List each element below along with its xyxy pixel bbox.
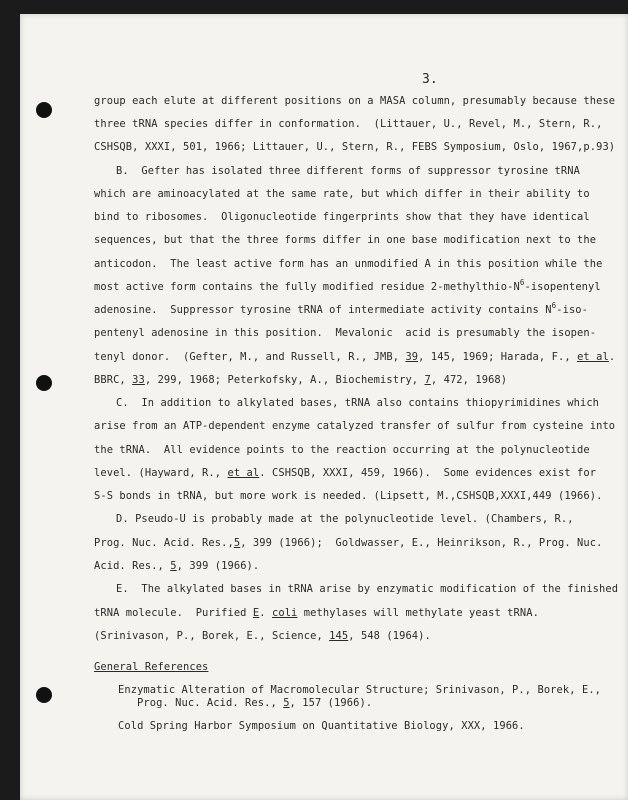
binder-hole-middle: [36, 375, 52, 391]
body-line: Prog. Nuc. Acid. Res.,5, 399 (1966); Goldwasser, E., Heinrikson, R., Prog. Nuc.: [94, 537, 603, 549]
binder-hole-bottom: [36, 687, 52, 703]
reference-item: Enzymatic Alteration of Macromolecular Structure; Srinivason, P., Borek, E.,: [118, 684, 602, 696]
body-line: three tRNA species differ in conformation. (Littauer, U., Revel, M., Stern, R.,: [94, 118, 603, 130]
body-line: anticodon. The least active form has an unmodified A in this position while the: [94, 258, 603, 270]
body-line: level. (Hayward, R., et al. CSHSQB, XXXI, 459, 1966). Some evidences exist for: [94, 467, 597, 479]
body-line: BBRC, 33, 299, 1968; Peterkofsky, A., Biochemistry, 7, 472, 1968): [94, 374, 508, 386]
body-line: tRNA molecule. Purified E. coli methylases will methylate yeast tRNA.: [94, 607, 539, 619]
body-line: sequences, but that the three forms differ in one base modification next to the: [94, 234, 597, 246]
body-line: group each elute at different positions on a MASA column, presumably because these: [94, 95, 616, 107]
binder-hole-top: [36, 102, 52, 118]
body-line: the tRNA. All evidence points to the reaction occurring at the polynucleotide: [94, 444, 590, 456]
body-line: bind to ribosomes. Oligonucleotide fingerprints show that they have identical: [94, 211, 590, 223]
body-line: D. Pseudo-U is probably made at the polynucleotide level. (Chambers, R.,: [116, 513, 574, 525]
body-line: tenyl donor. (Gefter, M., and Russell, R., JMB, 39, 145, 1969; Harada, F., et al.: [94, 351, 616, 363]
body-line: B. Gefter has isolated three different forms of suppressor tyrosine tRNA: [116, 165, 580, 177]
reference-item: Cold Spring Harbor Symposium on Quantitative Biology, XXX, 1966.: [118, 720, 525, 732]
body-line: CSHSQB, XXXI, 501, 1966; Littauer, U., Stern, R., FEBS Symposium, Oslo, 1967,p.93): [94, 141, 616, 153]
body-line: S-S bonds in tRNA, but more work is needed. (Lipsett, M.,CSHSQB,XXXI,449 (1966).: [94, 490, 603, 502]
body-line: arise from an ATP-dependent enzyme catalyzed transfer of sulfur from cysteine into: [94, 420, 616, 432]
body-line: E. The alkylated bases in tRNA arise by enzymatic modification of the finished: [116, 583, 619, 595]
body-line: (Srinivason, P., Borek, E., Science, 145, 548 (1964).: [94, 630, 431, 642]
body-line: adenosine. Suppressor tyrosine tRNA of intermediate activity contains $N^6-iso-$: [94, 301, 589, 316]
page-number: 3.: [422, 72, 438, 87]
reference-item: Prog. Nuc. Acid. Res., 5, 157 (1966).: [137, 697, 373, 709]
body-line: C. In addition to alkylated bases, tRNA also contains thiopyrimidines which: [116, 397, 600, 409]
body-line: Acid. Res., 5, 399 (1966).: [94, 560, 260, 572]
document-page: [20, 14, 628, 800]
body-line: pentenyl adenosine in this position. Mevalonic acid is presumably the isopen-: [94, 327, 597, 339]
body-line: most active form contains the fully modified residue $2-methylthio-N^6$-isopentenyl: [94, 278, 601, 293]
general-references-heading: General References: [94, 661, 209, 673]
body-line: which are aminoacylated at the same rate, but which differ in their ability to: [94, 188, 590, 200]
